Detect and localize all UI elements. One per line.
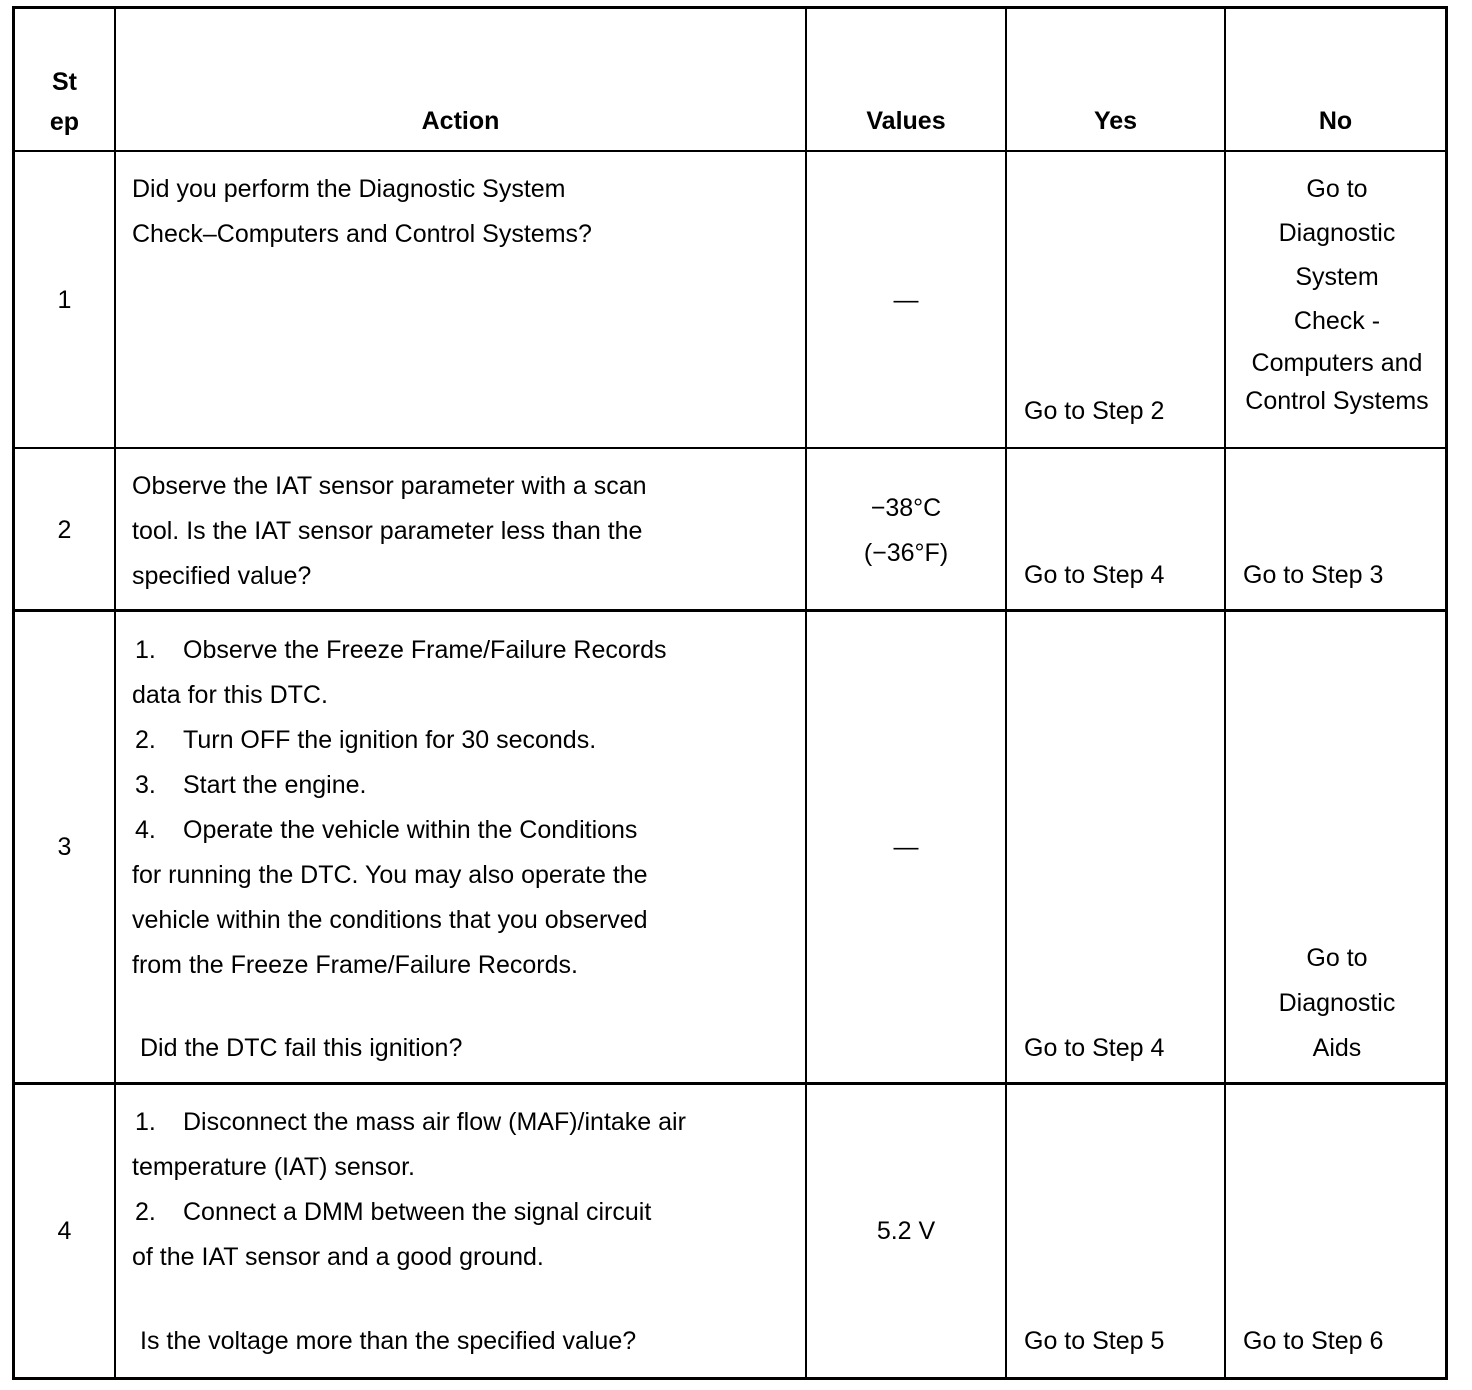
header-values: Values [866, 107, 946, 135]
value-3: — [893, 833, 919, 861]
action-text-2: Observe the IAT sensor parameter with a scan tool. Is the IAT sensor parameter less than the specified value? [132, 472, 647, 590]
action-list-item: 1. Disconnect the mass air flow (MAF)/intake air [135, 1108, 686, 1136]
yes-link-step-4[interactable]: Go to Step 4 [1024, 1034, 1165, 1062]
no-link-diagnostic-system-check[interactable]: Go to Diagnostic System Check - Computers and Control Systems [1245, 175, 1429, 415]
action-list-item: 4. Operate the vehicle within the Conditions [135, 816, 638, 844]
action-list-item: 1. Observe the Freeze Frame/Failure Records [135, 636, 667, 664]
diagnostic-table [12, 6, 1448, 1380]
yes-link-step-5[interactable]: Go to Step 5 [1024, 1327, 1165, 1355]
table-border-bottom [12, 1377, 1448, 1380]
column-divider [1005, 6, 1007, 1380]
row-divider [12, 609, 1448, 612]
row-divider [12, 1082, 1448, 1085]
no-link-step-3[interactable]: Go to Step 3 [1243, 561, 1384, 589]
header-yes: Yes [1093, 107, 1138, 135]
action-question-4: Is the voltage more than the specified value? [140, 1327, 637, 1355]
action-list-item: 2. Turn OFF the ignition for 30 seconds. [135, 726, 597, 754]
action-list-item: 2. Connect a DMM between the signal circuit [135, 1198, 652, 1226]
header-action: Action [421, 107, 500, 135]
action-text-4: 1. Disconnect the mass air flow (MAF)/intake air temperature (IAT) sensor. 2. Connect a DMM between the signal circuit of the IAT sensor and a good ground. [132, 1100, 686, 1280]
action-text-3: 1. Observe the Freeze Frame/Failure Records data for this DTC. 2. Turn OFF the ignition for 30 seconds. 3. Start the engine. 4. Operate the vehicle within the Conditions for running the DTC. You may also operate the vehicle within the conditions that you observed from the Freeze Frame/Failure Records. [132, 628, 667, 988]
header-no: No [1318, 107, 1353, 135]
step-number-4: 4 [57, 1217, 72, 1245]
column-divider [114, 6, 116, 1380]
row-divider [12, 447, 1448, 449]
step-number-3: 3 [57, 833, 72, 861]
value-2: −38°C (−36°F) [863, 494, 949, 567]
table-border-top [12, 6, 1448, 9]
step-number-1: 1 [57, 286, 72, 314]
header-step: St ep [49, 68, 80, 136]
action-list-item: 3. Start the engine. [135, 771, 367, 799]
value-1: — [893, 286, 919, 314]
table-border-left [12, 6, 15, 1380]
column-divider [805, 6, 807, 1380]
row-divider [12, 150, 1448, 152]
no-link-step-6[interactable]: Go to Step 6 [1243, 1327, 1384, 1355]
no-link-diagnostic-aids[interactable]: Go to Diagnostic Aids [1278, 944, 1396, 1062]
action-text-1: Did you perform the Diagnostic System Check–Computers and Control Systems? [132, 175, 592, 248]
step-number-2: 2 [57, 516, 72, 544]
action-question-3: Did the DTC fail this ignition? [140, 1034, 463, 1062]
yes-link-step-4[interactable]: Go to Step 4 [1024, 561, 1165, 589]
value-4: 5.2 V [876, 1217, 936, 1245]
yes-link-step-2[interactable]: Go to Step 2 [1024, 397, 1165, 425]
